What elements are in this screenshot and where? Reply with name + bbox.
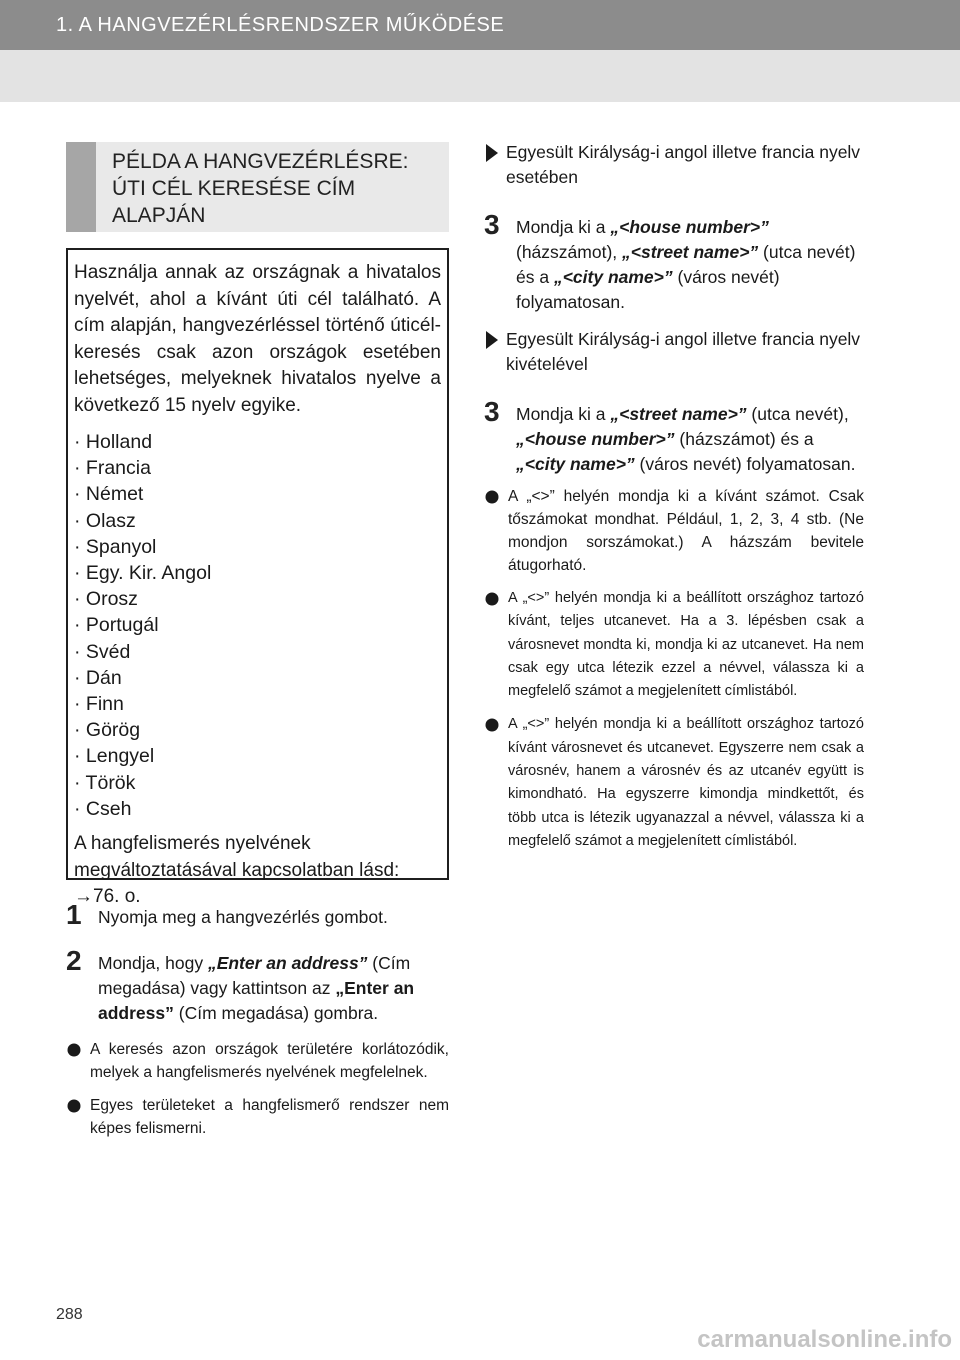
case-heading — [484, 140, 864, 190]
step-number: 3 — [484, 396, 500, 427]
page-number: 288 — [56, 1306, 83, 1323]
step-text-part: Mondja ki a — [516, 404, 611, 424]
note-text: A „<>” helyén mondja ki a beállított országhoz tartozó kívánt városnevet és utcanevet. Egyszerre nem csak a városnév, hanem a városnév és az utcanév együtt is kimondható. Ha egyszerre kimondja mindkettőt, és több utca is létezik ugyanazzal a névvel, válassza ki a megfelelő számot a megjelenített címlistából. — [508, 716, 864, 849]
language-item: · Török — [74, 771, 136, 794]
language-item: · Lengyel — [74, 745, 155, 768]
step-text — [98, 946, 449, 1026]
language-item: · Egy. Kir. Angol — [74, 562, 212, 585]
step-text: Nyomja meg a hangvezérlés gombot. — [98, 907, 388, 927]
note-text: Egyes területeket a hangfelismerő rendszer nem képes felismerni. — [90, 1097, 449, 1137]
chapter-title: 1. A HANGVEZÉRLÉSRENDSZER MŰKÖDÉSE — [56, 14, 505, 36]
language-list — [74, 429, 441, 822]
note-item — [66, 1094, 449, 1140]
section-title-box — [66, 142, 449, 232]
note-item — [484, 485, 864, 577]
language-info-box — [66, 248, 449, 908]
arrow-right-icon — [484, 142, 500, 164]
bullet-dot-icon — [66, 1096, 84, 1114]
bullet-dot-icon — [66, 1040, 84, 1058]
note-text: A keresés azon országok területére korlátozódik, melyek a hangfelismerés nyelvének megfelelnek. — [90, 1041, 449, 1081]
case-heading-text: Egyesült Királyság-i angol illetve francia nyelv kivételével — [506, 329, 861, 374]
language-item: · Görög — [74, 719, 141, 742]
language-item: · Olasz — [74, 509, 136, 532]
language-item: · Svéd — [74, 640, 131, 663]
note-item — [66, 1038, 449, 1084]
note-item — [484, 713, 864, 853]
note-item — [484, 587, 864, 703]
voice-command: „Enter an address” — [207, 953, 368, 973]
header-bar — [0, 0, 960, 50]
note-text: A „<>” helyén mondja ki a beállított országhoz tartozó kívánt, teljes utcanevet. Ha a 3. lépésben csak a városnevet mondta ki, mondja ki az utcanevet. Ha nem csak egy utca létezik ezzel a névvel, válassza ki a megfelelő számot a megjelenített címlistából. — [508, 590, 864, 700]
voice-command: „<street name>” — [622, 242, 759, 262]
step-text-part: (Cím megadása) vagy kattintson az — [98, 953, 411, 998]
language-item: · Francia — [74, 457, 151, 480]
language-item: · Cseh — [74, 797, 132, 820]
step-text — [516, 397, 864, 477]
bullet-dot-icon — [484, 589, 502, 607]
step-text-part: (Cím megadása) gombra. — [173, 1003, 379, 1023]
step-3a — [484, 210, 864, 315]
voice-command: „<city name>” — [553, 267, 673, 287]
language-item: · Finn — [74, 693, 124, 716]
bullet-dot-icon — [484, 487, 502, 505]
language-item: · Német — [74, 483, 144, 506]
arrow-right-icon — [484, 329, 500, 351]
bullet-dot-icon — [484, 715, 502, 733]
step-text-part: Mondja ki a — [516, 217, 611, 237]
step-number: 3 — [484, 209, 500, 240]
step-3b — [484, 397, 864, 477]
step-text-part: (város nevét) folyamatosan. — [634, 454, 856, 474]
step-number: 1 — [66, 899, 82, 930]
voice-command: „<city name>” — [516, 454, 635, 474]
step-1 — [66, 900, 449, 930]
section-title: PÉLDA A HANGVEZÉRLÉSRE: ÚTI CÉL KERESÉSE CÍM ALAPJÁN — [112, 150, 409, 227]
language-item: · Portugál — [74, 614, 159, 637]
button-name: „Enter an address” — [98, 978, 415, 1023]
watermark: carmanualsonline.info — [697, 1326, 952, 1353]
step-number: 2 — [66, 945, 82, 976]
step-text-part: (házszámot) és a — [674, 429, 814, 449]
voice-command: „<house number>” — [610, 217, 769, 237]
step-text-part: Mondja, hogy — [98, 953, 208, 973]
step-text-part: (utca nevét), — [746, 404, 849, 424]
language-item: · Holland — [74, 431, 153, 453]
header-band — [0, 50, 960, 102]
step-text-part: (utca nevét) és a — [516, 242, 856, 287]
left-column — [66, 142, 449, 1140]
case-heading-text: Egyesült Királyság-i angol illetve francia nyelv esetében — [506, 142, 861, 187]
language-item: · Dán — [74, 666, 122, 689]
note-text: A „<>” helyén mondja ki a kívánt számot. Csak tőszámokat mondhat. Például, 1, 2, 3, 4 stb. (Ne mondjon sorszámokat.) A házszám bevitele átugorható. — [508, 488, 864, 574]
title-stripe — [66, 142, 96, 232]
step-text — [516, 210, 864, 315]
case-heading — [484, 327, 864, 377]
step-text-part: (város nevét) folyamatosan. — [516, 267, 780, 312]
language-item: · Orosz — [74, 588, 138, 611]
right-column — [484, 140, 864, 853]
voice-command: „<house number>” — [516, 429, 675, 449]
voice-command: „<street name>” — [610, 404, 747, 424]
step-text-part: (házszámot), — [516, 242, 622, 262]
language-item: · Spanyol — [74, 535, 157, 558]
info-intro: Használja annak az országnak a hivatalos nyelvét, ahol a kívánt úti cél található. A cím alapján, hangvezérléssel történő úticél-keresés csak azon országok esetében lehetséges, melyeknek hivatalos nyelve a következő 15 nyelv egyike. — [74, 262, 441, 416]
info-footer: A hangfelismerés nyelvének megváltoztatásával kapcsolatban lásd: →76. o. — [74, 833, 400, 908]
step-2 — [66, 946, 449, 1026]
